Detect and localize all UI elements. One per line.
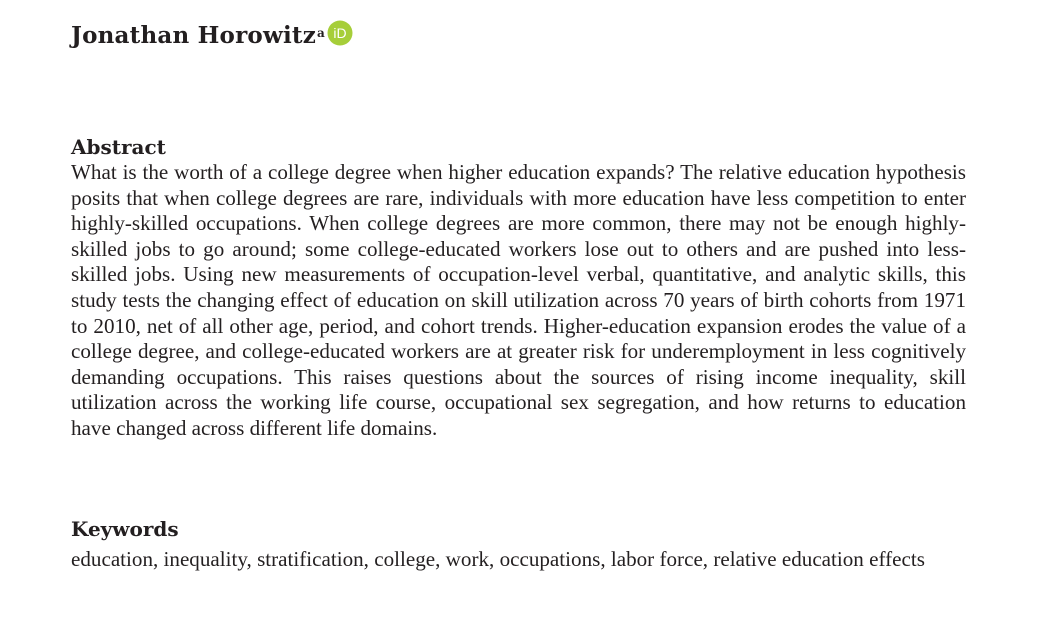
abstract-section [71,134,966,442]
author-name: Jonathan Horowitz [71,22,316,49]
affiliation-marker: a [316,26,325,40]
orcid-icon-graphic [327,20,353,46]
keywords-text: education, inequality, stratification, college, work, occupations, labor force, relative education effects [71,547,925,571]
keywords-section [71,516,966,573]
orcid-label: iD [333,25,347,41]
abstract-text: What is the worth of a college degree when higher education expands? The relative education hypothesis posits that when college degrees are rare, individuals with more education have less competition to enter highly-skilled occupations. When college degrees are more common, there may not be enough highly-skilled jobs to go around; some college-educated workers lose out to others and are pushed into less-skilled jobs. Using new measurements of occupation-level verbal, quantitative, and analytic skills, this study tests the changing effect of education on skill utilization across 70 years of birth cohorts from 1971 to 2010, net of all other age, period, and cohort trends. Higher-education expansion erodes the value of a college degree, and college-educated workers are at greater risk for underemployment in less cognitively demanding occupations. This raises questions about the sources of rising income inequality, skill utilization across the working life course, occupational sex segregation, and how returns to education have changed across different life domains. [71,160,966,440]
abstract-heading: Abstract [71,135,166,159]
keywords-heading: Keywords [71,517,179,541]
author-line [71,20,353,52]
orcid-icon[interactable] [327,20,353,46]
